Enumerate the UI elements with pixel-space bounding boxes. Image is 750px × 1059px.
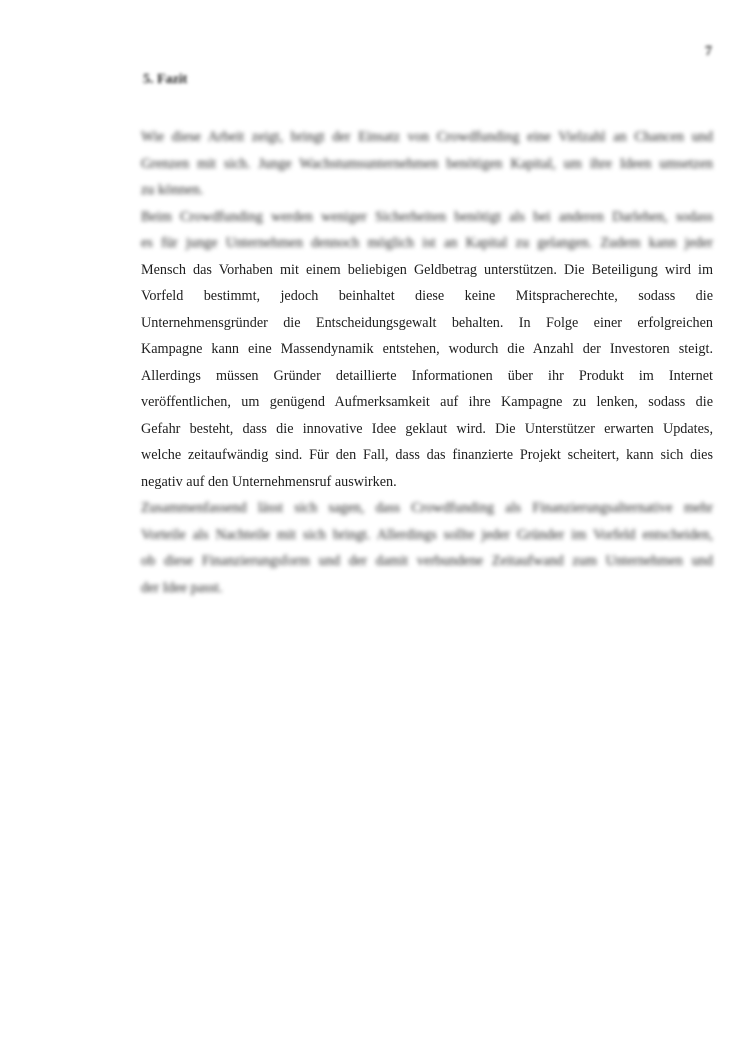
section-heading: 5. Fazit — [143, 72, 188, 87]
text-line: zu können. — [141, 182, 204, 198]
text-line: es für junge Unternehmen dennoch möglich ist an Kapital zu gelangen. Zudem kann jeder — [141, 235, 713, 251]
text-line: Mensch das Vorhaben mit einem beliebigen Geldbetrag unterstützen. Die Beteiligung wird im — [141, 261, 713, 278]
text-line: der Idee passt. — [141, 579, 223, 596]
text-line: Gefahr besteht, dass die innovative Idee geklaut wird. Die Unterstützer erwarten Updates, — [141, 420, 713, 437]
text-line: Wie diese Arbeit zeigt, bringt der Einsatz von Crowdfunding eine Vielzahl an Chancen und — [141, 129, 713, 145]
page-number: 7 — [705, 44, 712, 59]
document-body — [141, 124, 713, 601]
paragraph-main — [141, 204, 713, 496]
text-line: Beim Crowdfunding werden weniger Sicherheiten benötigt als bei anderen Darlehen, sodass — [141, 208, 713, 225]
paragraph-intro — [141, 124, 713, 204]
text-line: Zusammenfassend lässt sich sagen, dass Crowdfunding als Finanzierungsalternative mehr — [141, 500, 713, 516]
text-line: Vorteile als Nachteile mit sich bringt. Allerdings sollte jeder Gründer im Vorfeld entscheiden, — [141, 526, 713, 543]
text-line: Kampagne kann eine Massendynamik entstehen, wodurch die Anzahl der Investoren steigt. — [141, 341, 713, 357]
paragraph-conclusion — [141, 495, 713, 601]
text-line: Allerdings müssen Gründer detaillierte Informationen über ihr Produkt im Internet — [141, 367, 713, 384]
text-line: Grenzen mit sich. Junge Wachstumsunternehmen benötigen Kapital, um ihre Ideen umsetzen — [141, 155, 713, 172]
text-line: Vorfeld bestimmt, jedoch beinhaltet diese keine Mitspracherechte, sodass die — [141, 288, 713, 304]
text-line: Unternehmensgründer die Entscheidungsgewalt behalten. In Folge einer erfolgreichen — [141, 314, 713, 331]
text-line: veröffentlichen, um genügend Aufmerksamkeit auf ihre Kampagne zu lenken, sodass die — [141, 394, 713, 410]
text-line: welche zeitaufwändig sind. Für den Fall, dass das finanzierte Projekt scheitert, kann sich dies — [141, 447, 713, 463]
text-line: ob diese Finanzierungsform und der damit verbundene Zeitaufwand zum Unternehmen und — [141, 553, 713, 569]
text-line: negativ auf den Unternehmensruf auswirken. — [141, 473, 397, 490]
